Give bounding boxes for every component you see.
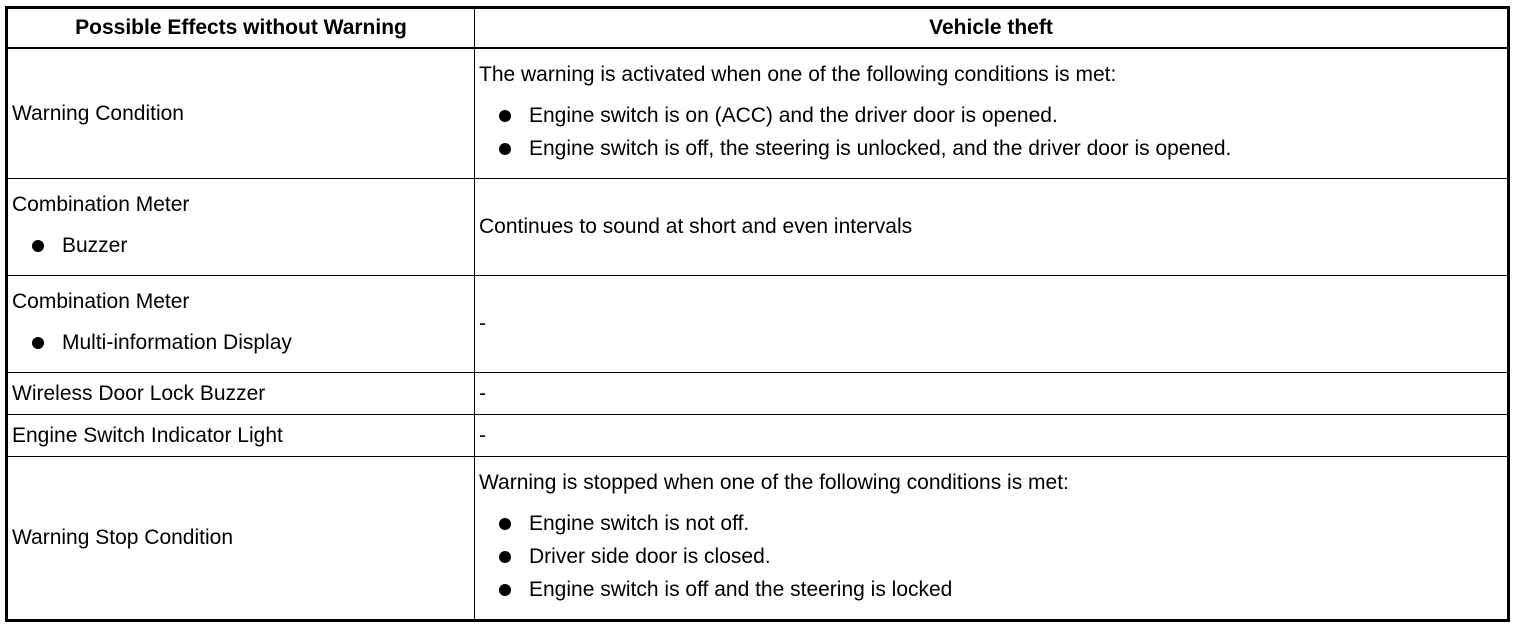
list-item: Engine switch is not off.: [479, 507, 1507, 540]
list-item: Driver side door is closed.: [479, 540, 1507, 573]
bullet-icon: [499, 518, 511, 530]
bullet-icon: [499, 584, 511, 596]
bullet-icon: [32, 240, 44, 252]
list-item: Engine switch is on (ACC) and the driver door is opened.: [479, 99, 1507, 132]
warning-condition-list: [479, 99, 1507, 165]
bullet-icon: [499, 551, 511, 563]
table-header-row: [7, 8, 1509, 49]
warning-stop-list: [479, 507, 1507, 606]
table-row: [7, 457, 1509, 621]
header-vehicle-theft: Vehicle theft: [475, 8, 1509, 49]
table-row: [7, 415, 1509, 457]
table-row: [7, 179, 1509, 276]
warning-effects-table: [5, 6, 1510, 622]
header-possible-effects: Possible Effects without Warning: [7, 8, 475, 49]
row-value-engine-switch-indicator-light: -: [475, 415, 1509, 457]
row-label-engine-switch-indicator-light: Engine Switch Indicator Light: [7, 415, 475, 457]
row-value-wireless-door-lock-buzzer: -: [475, 373, 1509, 415]
row-label-warning-condition: Warning Condition: [7, 48, 475, 179]
row-value-warning-condition: [475, 48, 1509, 179]
bullet-icon: [32, 337, 44, 349]
table-row: [7, 373, 1509, 415]
list-item: Engine switch is off and the steering is locked: [479, 573, 1507, 606]
bullet-icon: [499, 143, 511, 155]
row-label-combination-meter-buzzer: Combination Meter Buzzer: [7, 179, 475, 276]
row-value-warning-stop-condition: [475, 457, 1509, 621]
row-value-buzzer: Continues to sound at short and even intervals: [475, 179, 1509, 276]
warning-stop-intro: Warning is stopped when one of the following conditions is met:: [479, 470, 1069, 494]
list-item: Buzzer: [12, 229, 474, 262]
row-label-warning-stop-condition: Warning Stop Condition: [7, 457, 475, 621]
row-value-multi-information-display: -: [475, 276, 1509, 373]
list-item: Engine switch is off, the steering is unlocked, and the driver door is opened.: [479, 132, 1507, 165]
row-label-combination-meter-display: Combination Meter Multi-information Display: [7, 276, 475, 373]
warning-condition-intro: The warning is activated when one of the following conditions is met:: [479, 62, 1117, 86]
table-row: [7, 48, 1509, 179]
table-row: [7, 276, 1509, 373]
row-label-wireless-door-lock-buzzer: Wireless Door Lock Buzzer: [7, 373, 475, 415]
list-item: Multi-information Display: [12, 326, 474, 359]
bullet-icon: [499, 110, 511, 122]
